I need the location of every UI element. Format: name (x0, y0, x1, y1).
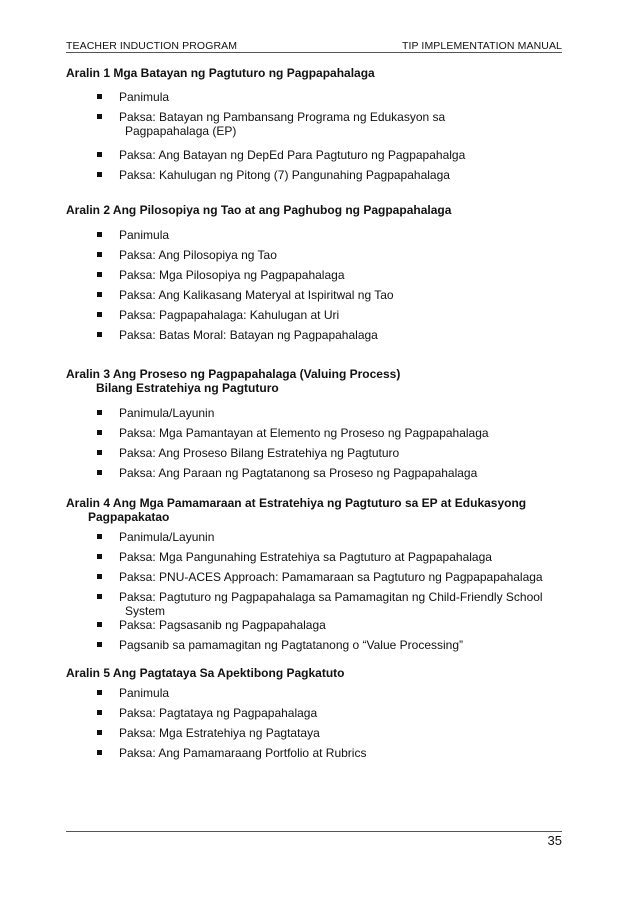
bullet-icon (97, 750, 102, 755)
lesson-4-title: Aralin 4 Ang Mga Pamamaraan at Estratehiya ng Pagtuturo sa EP at Edukasyong Pagpapakatao (66, 496, 527, 524)
list-item: Panimula (66, 90, 566, 110)
list-item: Paksa: Pagtuturo ng Pagpapahalaga sa Pamamagitan ng Child-Friendly School System (66, 590, 566, 618)
lesson-5 (66, 666, 566, 766)
bullet-icon (97, 252, 102, 257)
header-program: TEACHER INDUCTION PROGRAM (66, 40, 238, 52)
bullet-icon (97, 622, 102, 627)
list-item: Paksa: Ang Paraan ng Pagtatanong sa Proseso ng Pagpapahalaga (66, 466, 566, 486)
list-item: Panimula/Layunin (66, 406, 566, 426)
list-item: Panimula (66, 228, 566, 248)
bullet-icon (97, 574, 102, 579)
list-item: Paksa: Mga Pangunahing Estratehiya sa Pagtuturo at Pagpapahalaga (66, 550, 566, 570)
page-number: 35 (547, 833, 562, 848)
bullet-icon (97, 450, 102, 455)
list-item: Paksa: Kahulugan ng Pitong (7) Pangunahing Pagpapahalaga (66, 168, 566, 188)
bullet-icon (97, 332, 102, 337)
bullet-icon (97, 554, 102, 559)
bullet-icon (97, 710, 102, 715)
list-item: Paksa: Mga Pamantayan at Elemento ng Proseso ng Pagpapahalaga (66, 426, 566, 446)
bullet-icon (97, 430, 102, 435)
list-item: Paksa: Ang Batayan ng DepEd Para Pagtuturo ng Pagpapahalga (66, 148, 566, 168)
list-item: Paksa: Mga Estratehiya ng Pagtataya (66, 726, 566, 746)
list-item: Panimula (66, 686, 566, 706)
footer-divider (66, 831, 562, 832)
lesson-2 (66, 203, 566, 348)
bullet-icon (97, 94, 102, 99)
lesson-4 (66, 496, 566, 658)
list-item: Paksa: PNU-ACES Approach: Pamamaraan sa Pagtuturo ng Pagpapapahalaga (66, 570, 566, 590)
bullet-icon (97, 272, 102, 277)
bullet-icon (97, 690, 102, 695)
list-item: Paksa: Mga Pilosopiya ng Pagpapahalaga (66, 268, 566, 288)
lesson-1 (66, 66, 566, 188)
list-item: Paksa: Batas Moral: Batayan ng Pagpapahalaga (66, 328, 566, 348)
lesson-1-title: Aralin 1 Mga Batayan ng Pagtuturo ng Pagpapahalaga (66, 66, 375, 80)
list-item: Paksa: Pagtataya ng Pagpapahalaga (66, 706, 566, 726)
bullet-icon (97, 730, 102, 735)
bullet-icon (97, 292, 102, 297)
bullet-icon (97, 642, 102, 647)
list-item: Paksa: Pagsasanib ng Pagpapahalaga (66, 618, 566, 638)
lesson-3 (66, 367, 566, 486)
bullet-icon (97, 232, 102, 237)
bullet-icon (97, 470, 102, 475)
list-item: Panimula/Layunin (66, 530, 566, 550)
bullet-icon (97, 172, 102, 177)
header-divider (66, 52, 562, 53)
bullet-icon (97, 594, 102, 599)
list-item: Paksa: Batayan ng Pambansang Programa ng Edukasyon sa Pagpapahalaga (EP) (66, 110, 566, 148)
list-item: Pagsanib sa pamamagitan ng Pagtatanong o “Value Processing” (66, 638, 566, 658)
page-header (66, 40, 562, 58)
bullet-icon (97, 410, 102, 415)
lesson-5-title: Aralin 5 Ang Pagtataya Sa Apektibong Pagkatuto (66, 666, 345, 680)
list-item: Paksa: Ang Proseso Bilang Estratehiya ng Pagtuturo (66, 446, 566, 466)
bullet-icon (97, 152, 102, 157)
list-item: Paksa: Ang Kalikasang Materyal at Ispiritwal ng Tao (66, 288, 566, 308)
list-item: Paksa: Ang Pilosopiya ng Tao (66, 248, 566, 268)
list-item: Paksa: Ang Pamamaraang Portfolio at Rubrics (66, 746, 566, 766)
bullet-icon (97, 534, 102, 539)
list-item: Paksa: Pagpapahalaga: Kahulugan at Uri (66, 308, 566, 328)
bullet-icon (97, 312, 102, 317)
header-manual: TIP IMPLEMENTATION MANUAL (401, 40, 562, 52)
lesson-2-title: Aralin 2 Ang Pilosopiya ng Tao at ang Paghubog ng Pagpapahalaga (66, 203, 452, 217)
lesson-3-title: Aralin 3 Ang Proseso ng Pagpapahalaga (Valuing Process) Bilang Estratehiya ng Pagtuturo (66, 367, 401, 395)
bullet-icon (97, 114, 102, 119)
